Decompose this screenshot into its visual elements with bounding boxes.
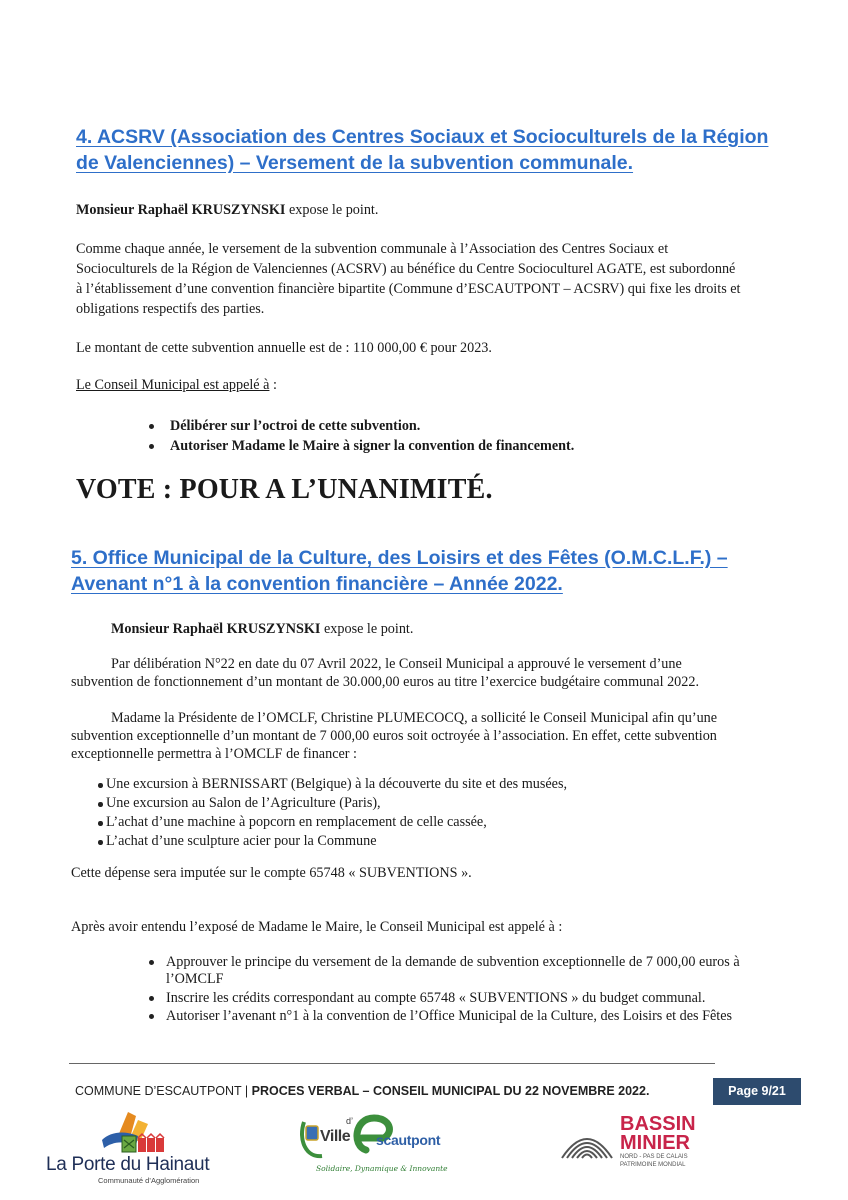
section5-action-1-line2: l’OMCLF xyxy=(166,971,224,987)
logo-ville-slogan: Solidaire, Dynamique & Innovante xyxy=(316,1164,448,1173)
section4-council-called xyxy=(76,376,277,396)
section4-para-line3: à l’établissement d’une convention financière bipartite (Commune d’ESCAUTPONT – ACSRV) qui fixe les droits et xyxy=(76,281,741,297)
section4-bullet-2: Autoriser Madame le Maire à signer la convention de financement. xyxy=(170,438,575,454)
logo-porte-name: La Porte du Hainaut xyxy=(46,1154,210,1175)
section4-para-line2: Socioculturels de la Région de Valenciennes (ACSRV) au bénéfice du Centre Socioculturel AGATE, est subordonné xyxy=(76,261,736,277)
section4-para-line4: obligations respectifs des parties. xyxy=(76,301,265,317)
bassin-minier-emblem-icon xyxy=(558,1118,616,1168)
page-number: Page 9/21 xyxy=(713,1078,801,1105)
logo-bassin-minier xyxy=(558,1114,698,1174)
section5-para1-line1: Par délibération N°22 en date du 07 Avril 2022, le Conseil Municipal a approuvé le versement d’une xyxy=(111,656,682,672)
section5-action-1-line1: Approuver le principe du versement de la demande de subvention exceptionnelle de 7 000,00 euros à xyxy=(166,954,740,970)
section5-para2-line1: Madame la Présidente de l’OMCLF, Christine PLUMECOCQ, a sollicité le Conseil Municipal afin qu’une xyxy=(111,710,718,726)
footer-divider xyxy=(69,1063,715,1064)
logo-porte-du-hainaut xyxy=(40,1102,220,1192)
section4-speaker xyxy=(76,201,378,221)
bullet-dot xyxy=(149,424,154,429)
section5-title-line2: Avenant n°1 à la convention financière – Année 2022. xyxy=(71,573,563,595)
section5-after: Après avoir entendu l’exposé de Madame le Maire, le Conseil Municipal est appelé à : xyxy=(71,919,563,935)
section5-para2-line3: exceptionnelle permettra à l’OMCLF de financer : xyxy=(71,746,358,762)
bullet-dot xyxy=(149,996,154,1001)
speaker-suffix: expose le point. xyxy=(320,621,414,637)
logo-porte-sub: Communauté d’Agglomération xyxy=(98,1176,200,1185)
footer-commune: COMMUNE D’ESCAUTPONT | xyxy=(75,1084,252,1098)
footer-pv: PROCES VERBAL – CONSEIL MUNICIPAL DU 22 NOVEMBRE 2022. xyxy=(251,1084,650,1098)
council-called-text: Le Conseil Municipal est appelé à xyxy=(76,377,270,393)
bullet-dot xyxy=(98,821,103,826)
bullet-dot xyxy=(98,802,103,807)
section5-para1-line2: subvention de fonctionnement d’un montant de 30.000,00 euros au titre l’exercice budgétaire communal 2022. xyxy=(71,674,700,690)
council-called-colon: : xyxy=(269,377,277,393)
section4-title-line1: 4. ACSRV (Association des Centres Sociaux et Socioculturels de la Région xyxy=(76,126,769,148)
section5-speaker xyxy=(111,620,413,640)
section5-para2-line2: subvention exceptionnelle d’un montant de 7 000,00 euros soit octroyée à l’association. En effet, cette subvention xyxy=(71,728,717,744)
speaker-name: Monsieur Raphaël KRUSZYNSKI xyxy=(76,202,286,218)
section5-action-3: Autoriser l’avenant n°1 à la convention de l’Office Municipal de la Culture, des Loisirs et des Fêtes xyxy=(166,1008,733,1024)
bullet-dot xyxy=(149,1014,154,1019)
section5-item-4: L’achat d’une sculpture acier pour la Commune xyxy=(106,833,377,849)
bullet-dot xyxy=(149,960,154,965)
section5-item-1: Une excursion à BERNISSART (Belgique) à la découverte du site et des musées, xyxy=(106,776,568,792)
section5-action-2: Inscrire les crédits correspondant au compte 65748 « SUBVENTIONS » du budget communal. xyxy=(166,990,706,1006)
porte-du-hainaut-emblem-icon xyxy=(40,1102,220,1160)
section4-amount: Le montant de cette subvention annuelle est de : 110 000,00 € pour 2023. xyxy=(76,340,492,356)
logo-bassin-line3: NORD - PAS DE CALAIS xyxy=(620,1154,688,1160)
section4-para-line1: Comme chaque année, le versement de la subvention communale à l’Association des Centres Sociaux et xyxy=(76,241,669,257)
bullet-dot xyxy=(98,840,103,845)
section5-title-line1: 5. Office Municipal de la Culture, des Loisirs et des Fêtes (O.M.C.L.F.) – xyxy=(71,547,728,569)
logo-bassin-line4: PATRIMOINE MONDIAL xyxy=(620,1162,686,1168)
section5-item-3: L’achat d’une machine à popcorn en remplacement de celle cassée, xyxy=(106,814,487,830)
logo-bassin-line2: MINIER xyxy=(620,1132,690,1154)
section4-title-line2: de Valenciennes) – Versement de la subvention communale. xyxy=(76,152,634,174)
logo-ville-d: d’ xyxy=(346,1116,354,1126)
section5-expense: Cette dépense sera imputée sur le compte 65748 « SUBVENTIONS ». xyxy=(71,865,472,881)
section4-bullet-1: Délibérer sur l’octroi de cette subvention. xyxy=(170,418,421,434)
logo-ville-escautpont xyxy=(296,1110,456,1190)
logo-bassin-line1: BASSIN xyxy=(620,1113,696,1135)
section4-vote: VOTE : POUR A L’UNANIMITÉ. xyxy=(76,474,493,505)
footer-title xyxy=(75,1084,649,1098)
logo-escautpont-text: scautpont xyxy=(376,1132,441,1148)
logo-ville-text: Ville xyxy=(320,1128,351,1145)
bullet-dot xyxy=(149,444,154,449)
speaker-suffix: expose le point. xyxy=(285,202,379,218)
bullet-dot xyxy=(98,783,103,788)
section5-item-2: Une excursion au Salon de l’Agriculture (Paris), xyxy=(106,795,381,811)
speaker-name: Monsieur Raphaël KRUSZYNSKI xyxy=(111,621,321,637)
